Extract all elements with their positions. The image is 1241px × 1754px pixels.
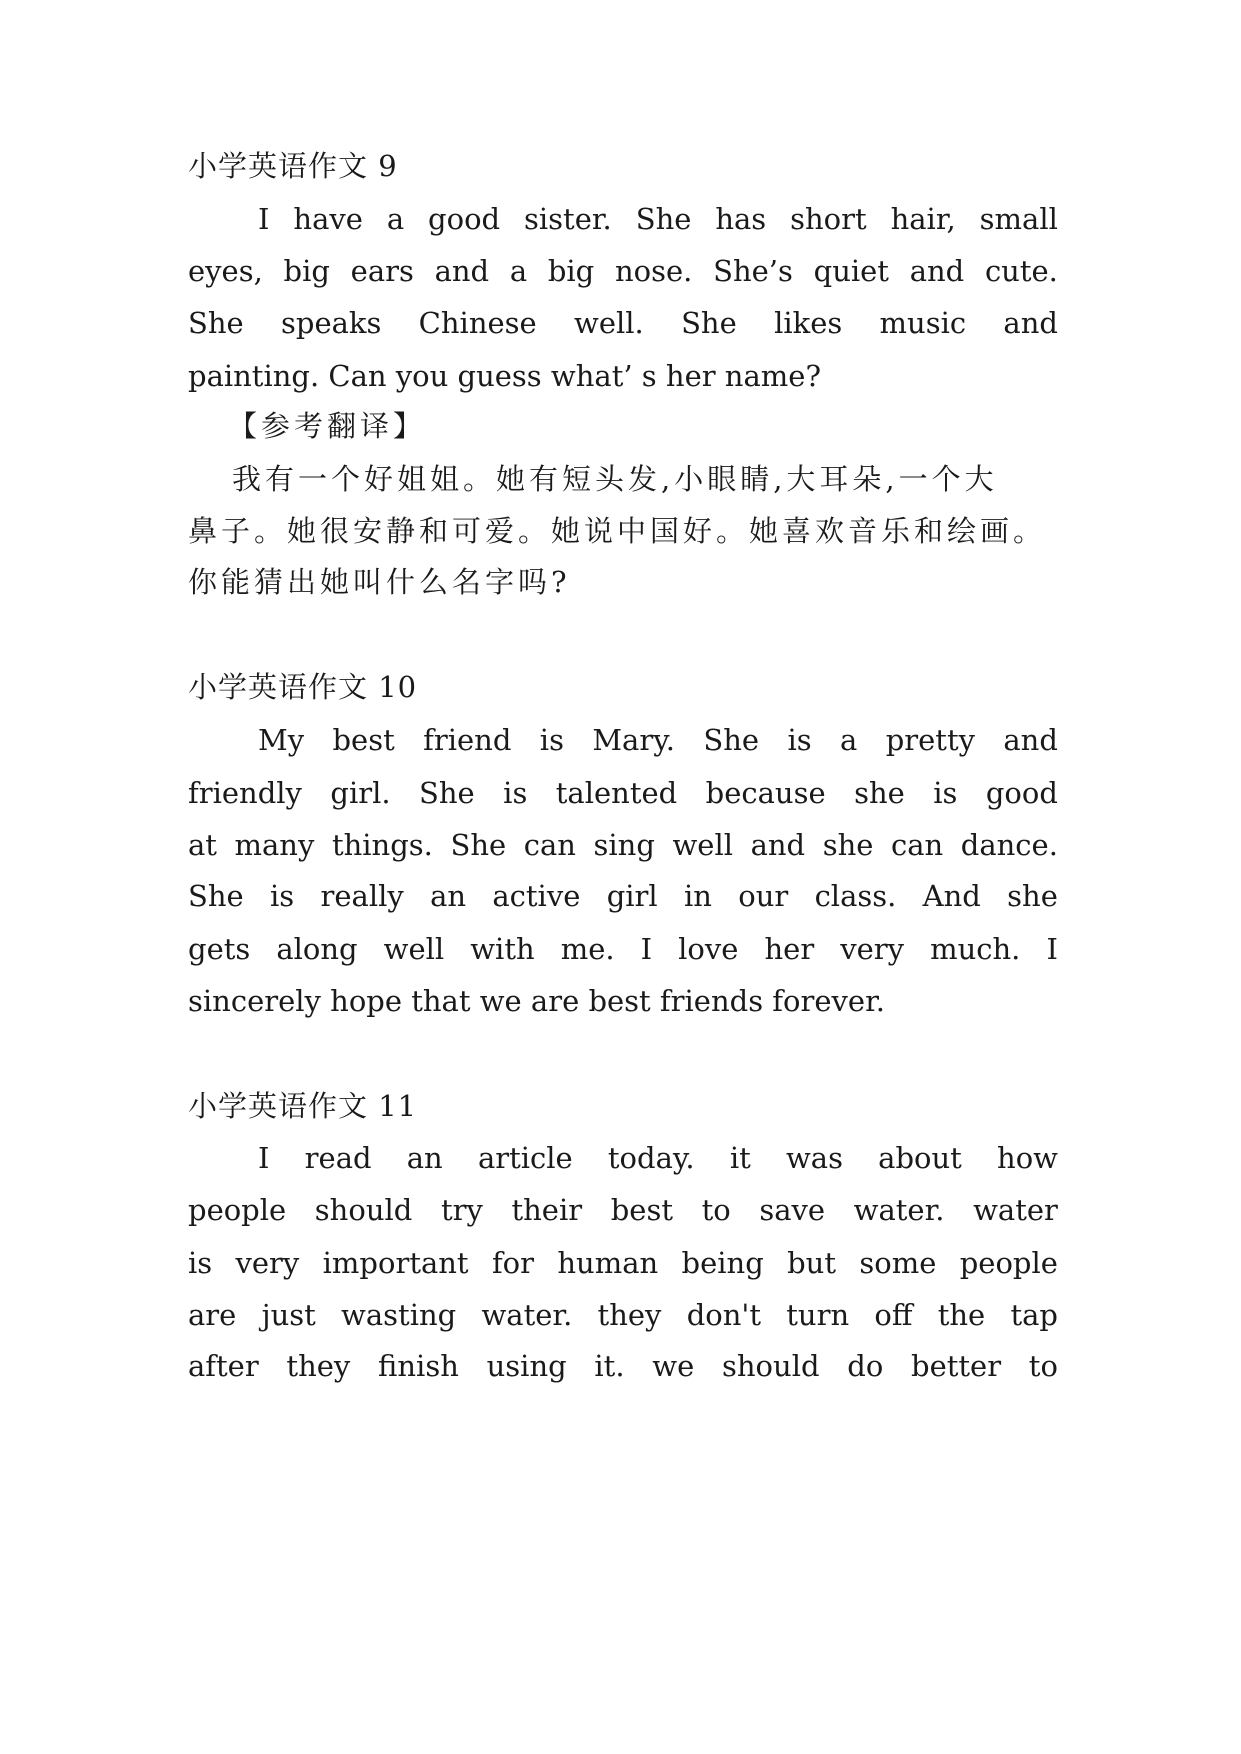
word: She <box>681 306 737 340</box>
word: really <box>320 879 404 913</box>
word: And <box>922 879 981 913</box>
word: water. <box>853 1193 945 1227</box>
word: girl <box>606 879 658 913</box>
paragraph-line <box>188 720 1058 760</box>
word: and <box>434 254 490 288</box>
word: and <box>1003 306 1058 340</box>
paragraph-line <box>188 929 1058 969</box>
word: water. <box>481 1298 573 1332</box>
word: eyes, <box>188 254 263 288</box>
word: a <box>386 202 405 236</box>
word: just <box>261 1298 316 1332</box>
word: She <box>419 776 475 810</box>
word: and <box>909 254 965 288</box>
word: She <box>450 828 507 862</box>
word: I <box>258 202 270 236</box>
word: should <box>314 1193 413 1227</box>
word: very <box>840 932 905 966</box>
word: to <box>1028 1349 1058 1383</box>
word: Chinese <box>418 306 537 340</box>
word: people <box>959 1246 1058 1280</box>
word: article <box>477 1141 573 1175</box>
word: she <box>854 776 905 810</box>
paragraph-line <box>188 1138 1058 1178</box>
word: try <box>440 1193 483 1227</box>
word: off <box>874 1298 913 1332</box>
word: should <box>722 1349 820 1383</box>
word: things. <box>331 828 433 862</box>
word: a <box>509 254 528 288</box>
word: big <box>547 254 595 288</box>
word: I <box>1046 932 1058 966</box>
word: it <box>729 1141 751 1175</box>
word: well. <box>574 306 644 340</box>
word: has <box>715 202 767 236</box>
section-heading-10: 小学英语作文 10 <box>188 670 418 704</box>
word: wasting <box>341 1298 457 1332</box>
word: better <box>911 1349 1002 1383</box>
word: is <box>503 776 528 810</box>
word: much. <box>930 932 1021 966</box>
paragraph-line <box>188 1190 1058 1230</box>
word: finish <box>378 1349 459 1383</box>
word: read <box>304 1141 372 1175</box>
paragraph-line <box>188 1295 1058 1335</box>
translation-label: 【参考翻译】 <box>228 409 427 443</box>
word: class. <box>814 879 897 913</box>
word: the <box>937 1298 986 1332</box>
paragraph-line <box>188 303 1058 343</box>
word: cute. <box>984 254 1058 288</box>
word: love <box>678 932 739 966</box>
translation-line: 你能猜出她叫什么名字吗? <box>188 565 571 599</box>
word: her <box>764 932 815 966</box>
word: to <box>701 1193 731 1227</box>
word: She <box>188 306 244 340</box>
word: are <box>188 1298 237 1332</box>
word: is <box>787 723 812 757</box>
word: is <box>270 879 295 913</box>
word: water <box>973 1193 1058 1227</box>
word: good <box>428 202 501 236</box>
word: can <box>890 828 944 862</box>
word: good <box>985 776 1058 810</box>
section-heading-11: 小学英语作文 11 <box>188 1089 418 1123</box>
paragraph-line <box>188 1346 1058 1386</box>
word: She <box>635 202 692 236</box>
paragraph-line <box>188 825 1058 865</box>
word: today. <box>607 1141 695 1175</box>
word: quiet <box>813 254 889 288</box>
word: hair, <box>890 202 956 236</box>
paragraph-line <box>188 773 1058 813</box>
word: at <box>188 828 217 862</box>
word: people <box>188 1193 287 1227</box>
word: can <box>523 828 576 862</box>
word: very <box>235 1246 300 1280</box>
word: using <box>486 1349 567 1383</box>
word: short <box>790 202 867 236</box>
word: pretty <box>885 723 975 757</box>
word: along <box>276 932 358 966</box>
word: big <box>283 254 330 288</box>
word: I <box>258 1141 270 1175</box>
word: friendly <box>188 776 302 810</box>
word: in <box>683 879 712 913</box>
paragraph-line: painting. Can you guess what’ s her name? <box>188 359 821 393</box>
word: well <box>383 932 445 966</box>
word: Mary. <box>592 723 675 757</box>
paragraph-line <box>188 199 1058 239</box>
word: human <box>557 1246 659 1280</box>
word: was <box>785 1141 843 1175</box>
word: how <box>997 1141 1058 1175</box>
word: have <box>293 202 363 236</box>
paragraph-line <box>188 1243 1058 1283</box>
word: they <box>286 1349 351 1383</box>
word: do <box>847 1349 884 1383</box>
word: gets <box>188 932 251 966</box>
word: music <box>879 306 967 340</box>
word: and <box>1003 723 1058 757</box>
word: My <box>258 723 305 757</box>
translation-line: 我有一个好姐姐。她有短头发,小眼睛,大耳朵,一个大 <box>232 462 998 496</box>
word: our <box>738 879 789 913</box>
word: friend <box>423 723 512 757</box>
word: but <box>787 1246 837 1280</box>
word: talented <box>555 776 678 810</box>
word: save <box>759 1193 826 1227</box>
word: because <box>705 776 826 810</box>
word: an <box>430 879 467 913</box>
paragraph-line <box>188 876 1058 916</box>
word: nose. <box>614 254 693 288</box>
word: don't <box>686 1298 762 1332</box>
word: a <box>840 723 858 757</box>
word: with <box>470 932 535 966</box>
word: some <box>859 1246 937 1280</box>
word: after <box>188 1349 259 1383</box>
word: likes <box>774 306 843 340</box>
section-heading-9: 小学英语作文 9 <box>188 149 398 183</box>
translation-line: 鼻子。她很安静和可爱。她说中国好。她喜欢音乐和绘画。 <box>188 514 1047 548</box>
word: is <box>933 776 958 810</box>
word: they <box>597 1298 662 1332</box>
word: small <box>979 202 1058 236</box>
word: important <box>322 1246 469 1280</box>
word: I <box>640 932 653 966</box>
word: girl. <box>330 776 391 810</box>
word: many <box>234 828 315 862</box>
word: She <box>703 723 760 757</box>
word: sister. <box>524 202 612 236</box>
word: turn <box>786 1298 850 1332</box>
word: about <box>878 1141 962 1175</box>
word: being <box>681 1246 764 1280</box>
word: ears <box>350 254 414 288</box>
word: their <box>511 1193 583 1227</box>
word: sing <box>593 828 655 862</box>
word: it. <box>594 1349 625 1383</box>
paragraph-line <box>188 251 1058 291</box>
paragraph-line: sincerely hope that we are best friends forever. <box>188 984 885 1018</box>
word: well <box>672 828 734 862</box>
word: she <box>1007 879 1058 913</box>
word: active <box>492 879 581 913</box>
word: for <box>491 1246 534 1280</box>
word: best <box>610 1193 673 1227</box>
word: me. <box>560 932 615 966</box>
word: is <box>188 1246 213 1280</box>
word: She <box>188 879 244 913</box>
word: speaks <box>281 306 382 340</box>
word: is <box>539 723 564 757</box>
word: best <box>332 723 395 757</box>
word: tap <box>1010 1298 1058 1332</box>
word: and <box>750 828 806 862</box>
word: an <box>406 1141 443 1175</box>
word: She’s <box>713 254 793 288</box>
word: she <box>822 828 874 862</box>
word: we <box>652 1349 695 1383</box>
word: dance. <box>960 828 1058 862</box>
